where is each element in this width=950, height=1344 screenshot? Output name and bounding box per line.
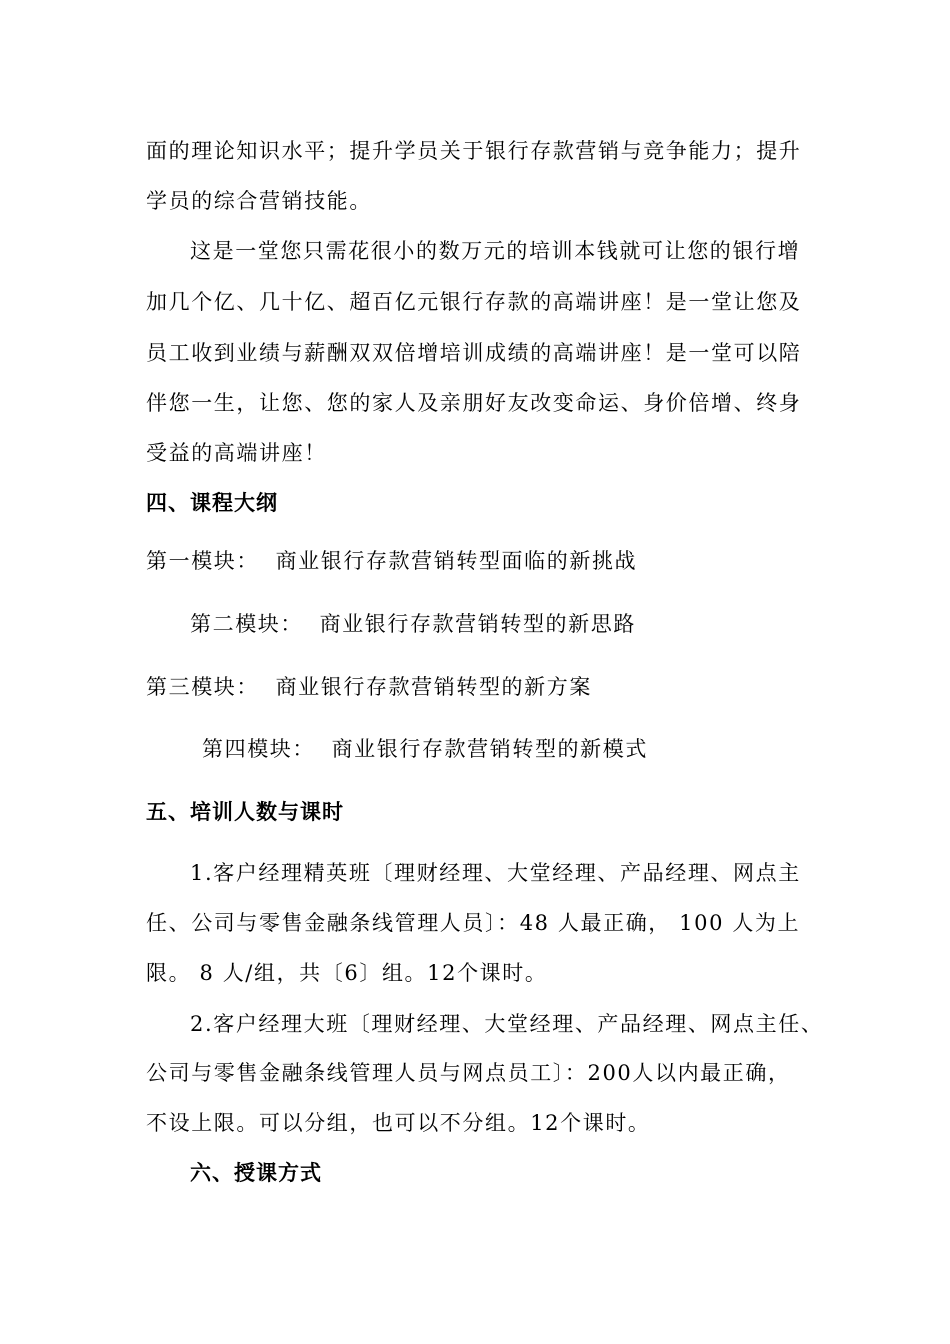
- item1-line-2: 任、公司与零售金融条线管理人员〕：48 人最正确， 100 人为上: [146, 911, 801, 935]
- section-heading-training-size: 五、培训人数与课时: [146, 800, 344, 824]
- item1-line-3: 限。 8 人/组，共〔6〕组。12个课时。: [146, 961, 548, 985]
- module-title: 商业银行存款营销转型的新模式: [331, 737, 648, 761]
- module-3: [146, 672, 592, 702]
- module-label: 第一模块：: [146, 549, 259, 573]
- module-4: [202, 734, 648, 764]
- module-title: 商业银行存款营销转型的新方案: [275, 675, 592, 699]
- promo-line-5: 受益的高端讲座！: [146, 441, 327, 465]
- module-1: [146, 546, 637, 576]
- promo-line-1: 这是一堂您只需花很小的数万元的培训本钱就可让您的银行增: [190, 239, 801, 263]
- item1-line-1: 1.客户经理精英班〔理财经理、大堂经理、产品经理、网点主: [190, 861, 801, 885]
- intro-line-1: 面的理论知识水平；提升学员关于银行存款营销与竞争能力；提升: [146, 139, 802, 163]
- item2-line-2: 公司与零售金融条线管理人员与网点员工〕：200人以内最正确，: [146, 1061, 791, 1085]
- module-label: 第三模块：: [146, 675, 259, 699]
- module-title: 商业银行存款营销转型面临的新挑战: [275, 549, 638, 573]
- item2-line-1: 2.客户经理大班〔理财经理、大堂经理、产品经理、网点主任、: [190, 1012, 824, 1036]
- section-heading-teaching-method: 六、授课方式: [190, 1161, 322, 1185]
- section-heading-course-outline: 四、课程大纲: [146, 491, 278, 515]
- intro-line-2: 学员的综合营销技能。: [146, 189, 372, 213]
- module-title: 商业银行存款营销转型的新思路: [319, 612, 636, 636]
- item2-line-3: 不设上限。可以分组，也可以不分组。12个课时。: [146, 1111, 651, 1135]
- promo-line-2: 加几个亿、几十亿、超百亿元银行存款的高端讲座！是一堂让您及: [146, 290, 802, 314]
- promo-line-4: 伴您一生，让您、您的家人及亲朋好友改变命运、身价倍增、终身: [146, 391, 802, 415]
- module-2: [190, 609, 636, 639]
- promo-line-3: 员工收到业绩与薪酬双双倍增培训成绩的高端讲座！是一堂可以陪: [146, 341, 802, 365]
- module-label: 第二模块：: [190, 612, 303, 636]
- module-label: 第四模块：: [202, 737, 315, 761]
